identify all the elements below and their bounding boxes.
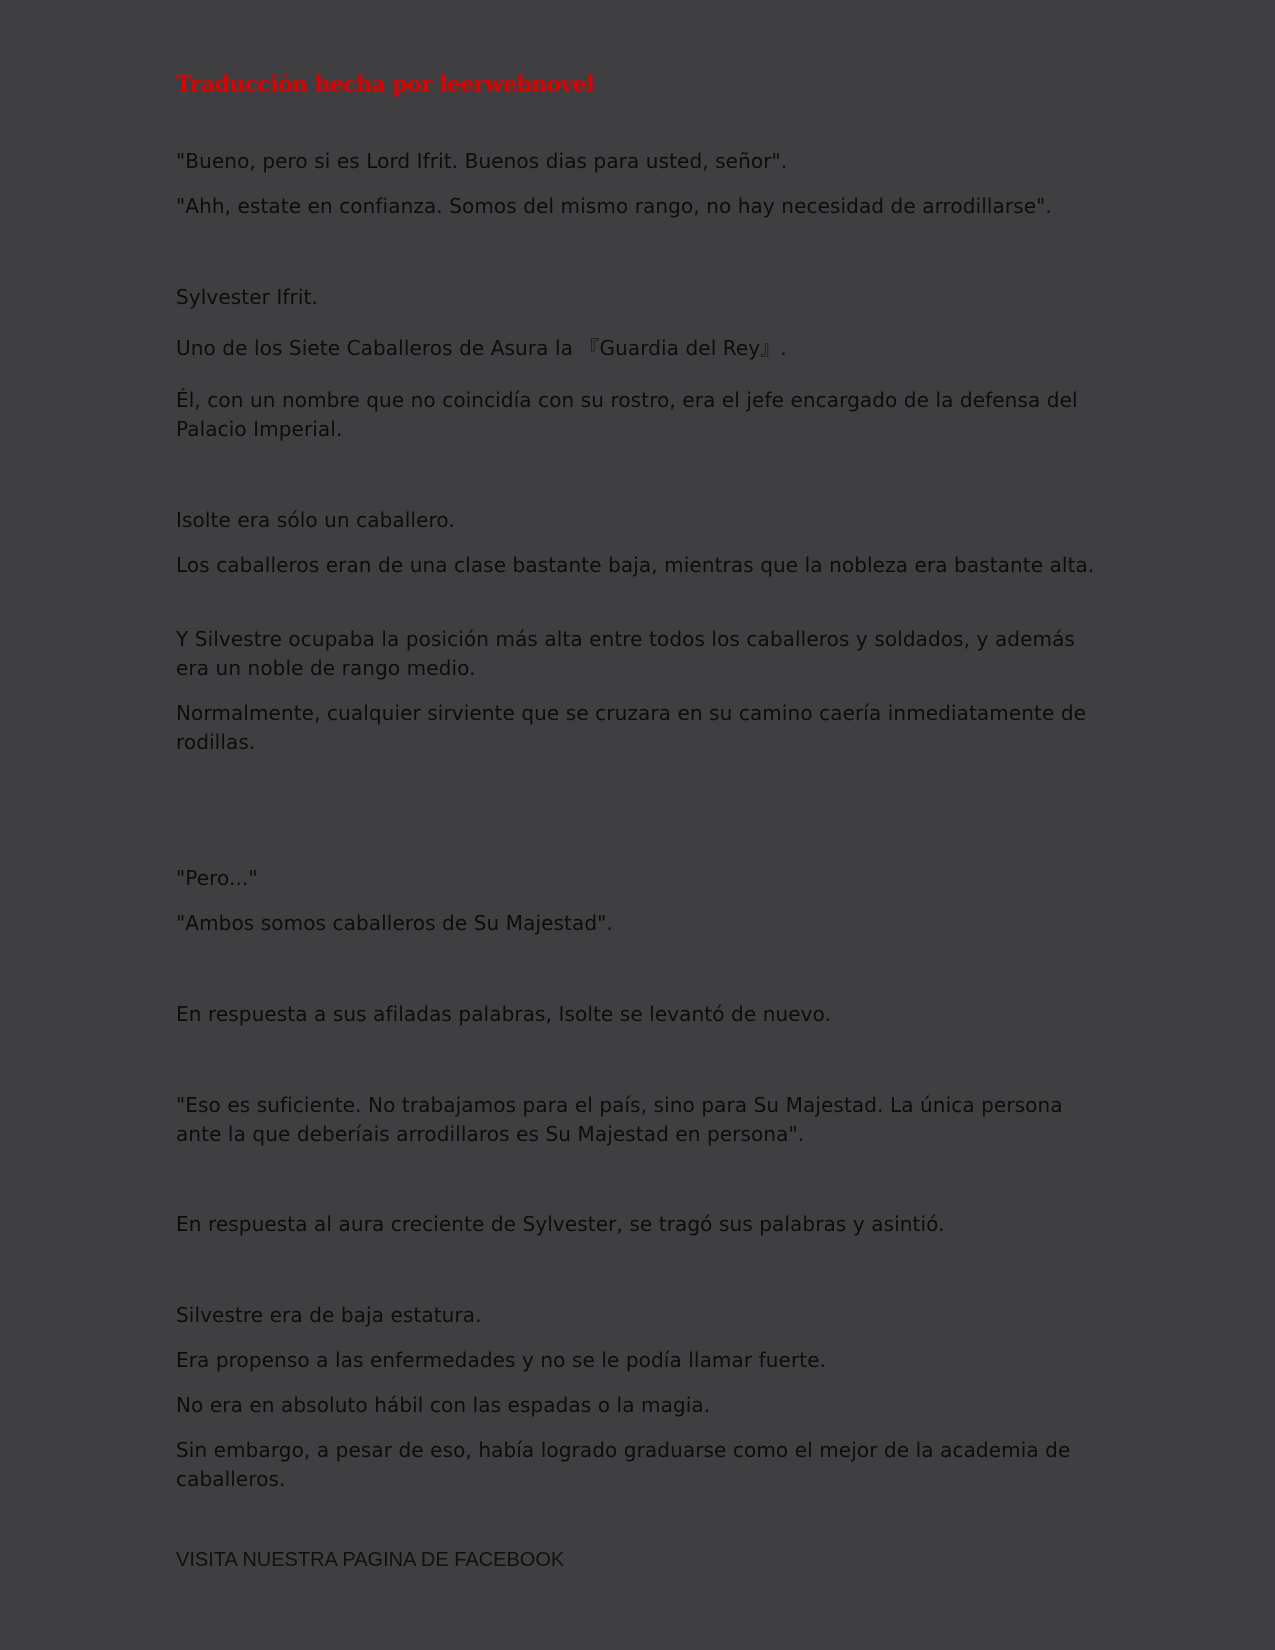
paragraph: Sin embargo, a pesar de eso, había logrado graduarse como el mejor de la academia de caballeros.: [176, 1438, 1071, 1491]
paragraph: Él, con un nombre que no coincidía con su rostro, era el jefe encargado de la defensa del Palacio Imperial.: [176, 388, 1078, 441]
paragraph: "Ahh, estate en confianza. Somos del mismo rango, no hay necesidad de arrodillarse".: [176, 194, 1052, 218]
paragraph: En respuesta a sus afiladas palabras, Isolte se levantó de nuevo.: [176, 1002, 832, 1026]
paragraph: Sylvester Ifrit.: [176, 285, 318, 309]
paragraph: "Bueno, pero si es Lord Ifrit. Buenos dias para usted, señor".: [176, 149, 788, 173]
paragraph: Era propenso a las enfermedades y no se le podía llamar fuerte.: [176, 1348, 827, 1372]
paragraph: En respuesta al aura creciente de Sylvester, se tragó sus palabras y asintió.: [176, 1212, 945, 1236]
translation-credit: Traducción hecha por leerwebnovel: [176, 72, 595, 98]
paragraph: Isolte era sólo un caballero.: [176, 508, 455, 532]
paragraph: Normalmente, cualquier sirviente que se cruzara en su camino caería inmediatamente de rodillas.: [176, 701, 1087, 754]
paragraph: Silvestre era de baja estatura.: [176, 1303, 482, 1327]
paragraph: Uno de los Siete Caballeros de Asura la 『Guardia del Rey』.: [176, 336, 787, 360]
paragraph: "Pero...": [176, 866, 258, 890]
paragraph: "Eso es suficiente. No trabajamos para el país, sino para Su Majestad. La única persona ante la que deberíais arrodillaros es Su Majestad en persona".: [176, 1093, 1063, 1146]
paragraph: Y Silvestre ocupaba la posición más alta entre todos los caballeros y soldados, y además era un noble de rango medio.: [176, 627, 1075, 680]
paragraph: Los caballeros eran de una clase bastante baja, mientras que la nobleza era bastante alta.: [176, 553, 1095, 577]
paragraph: No era en absoluto hábil con las espadas o la magia.: [176, 1393, 711, 1417]
facebook-link[interactable]: VISITA NUESTRA PAGINA DE FACEBOOK: [176, 1549, 565, 1571]
paragraph: "Ambos somos caballeros de Su Majestad".: [176, 911, 613, 935]
